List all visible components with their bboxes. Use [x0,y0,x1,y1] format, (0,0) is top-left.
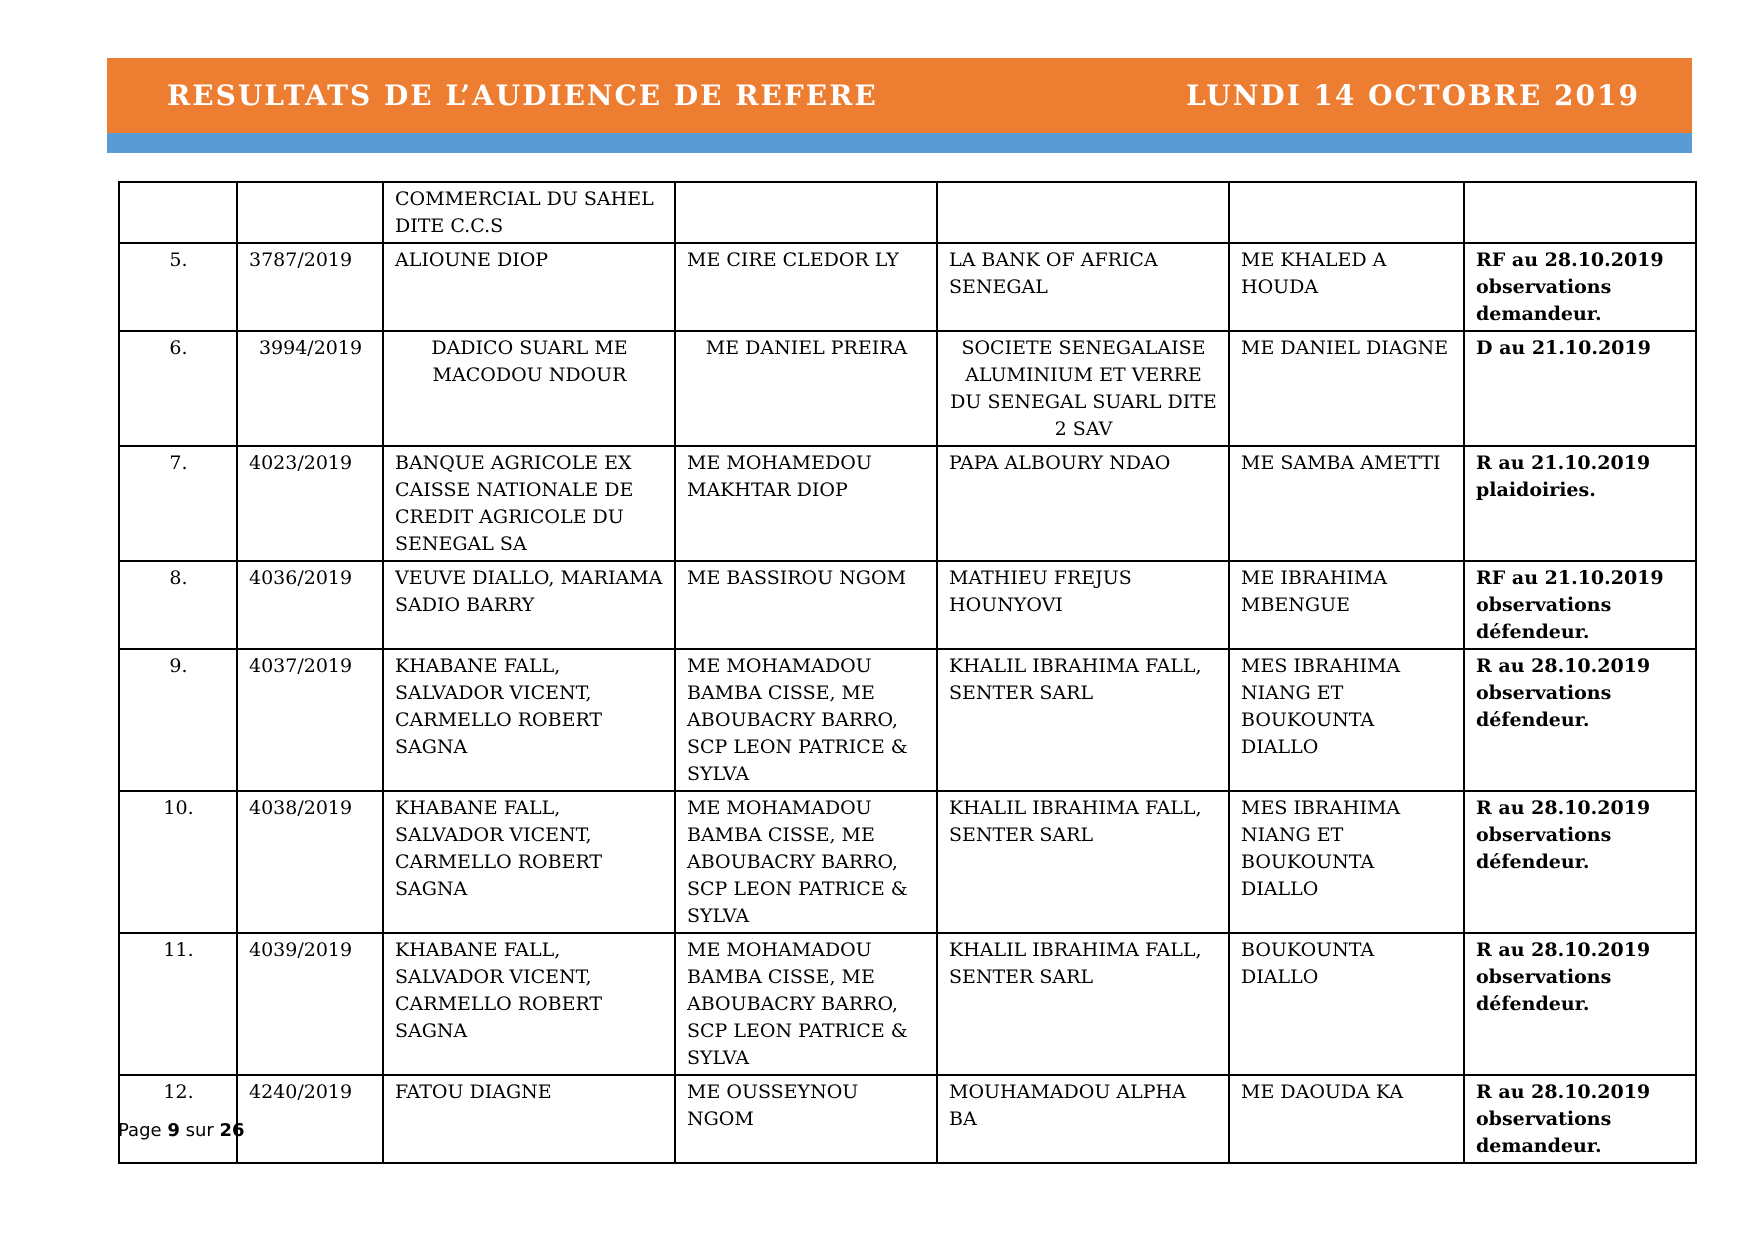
defendant-lawyer: ME SAMBA AMETTI [1229,446,1464,561]
plaintiff-lawyer: ME MOHAMEDOU MAKHTAR DIOP [675,446,937,561]
table-row [119,243,1696,331]
defendant-lawyer: ME DAOUDA KA [1229,1075,1464,1163]
plaintiff: BANQUE AGRICOLE EX CAISSE NATIONALE DE CREDIT AGRICOLE DU SENEGAL SA [383,446,675,561]
table-row [119,933,1696,1075]
case-reference: 4037/2019 [237,649,383,791]
hearing-result: R au 28.10.2019 observations défendeur. [1464,649,1696,791]
page-separator: sur [185,1120,214,1141]
case-reference: 3994/2019 [237,331,383,446]
case-reference: 4240/2019 [237,1075,383,1163]
row-number: 8. [119,561,237,649]
table-row [119,1075,1696,1163]
defendant: PAPA ALBOURY NDAO [937,446,1229,561]
defendant-lawyer: MES IBRAHIMA NIANG ET BOUKOUNTA DIALLO [1229,649,1464,791]
defendant: KHALIL IBRAHIMA FALL, SENTER SARL [937,933,1229,1075]
plaintiff: KHABANE FALL, SALVADOR VICENT, CARMELLO ROBERT SAGNA [383,791,675,933]
table-row [119,791,1696,933]
defendant-lawyer: ME IBRAHIMA MBENGUE [1229,561,1464,649]
case-reference [237,182,383,243]
hearing-date: LUNDI 14 OCTOBRE 2019 [1186,79,1640,112]
plaintiff-lawyer: ME MOHAMADOU BAMBA CISSE, ME ABOUBACRY BARRO, SCP LEON PATRICE & SYLVA [675,791,937,933]
defendant-lawyer: MES IBRAHIMA NIANG ET BOUKOUNTA DIALLO [1229,791,1464,933]
hearing-result: R au 28.10.2019 observations défendeur. [1464,933,1696,1075]
page-label: Page [118,1120,162,1141]
plaintiff-lawyer [675,182,937,243]
defendant: KHALIL IBRAHIMA FALL, SENTER SARL [937,649,1229,791]
hearing-result: R au 28.10.2019 observations demandeur. [1464,1075,1696,1163]
table-row [119,649,1696,791]
hearing-result: R au 21.10.2019 plaidoiries. [1464,446,1696,561]
row-number: 6. [119,331,237,446]
hearing-result: R au 28.10.2019 observations défendeur. [1464,791,1696,933]
defendant: LA BANK OF AFRICA SENEGAL [937,243,1229,331]
defendant-lawyer: ME DANIEL DIAGNE [1229,331,1464,446]
row-number: 7. [119,446,237,561]
row-number [119,182,237,243]
plaintiff: VEUVE DIALLO, MARIAMA SADIO BARRY [383,561,675,649]
page-current: 9 [167,1120,180,1141]
case-reference: 3787/2019 [237,243,383,331]
case-reference: 4036/2019 [237,561,383,649]
header-accent-strip [107,133,1692,153]
defendant: MATHIEU FREJUS HOUNYOVI [937,561,1229,649]
plaintiff: KHABANE FALL, SALVADOR VICENT, CARMELLO ROBERT SAGNA [383,649,675,791]
plaintiff-lawyer: ME DANIEL PREIRA [675,331,937,446]
defendant: MOUHAMADOU ALPHA BA [937,1075,1229,1163]
document-title: RESULTATS DE L’AUDIENCE DE REFERE [167,79,878,112]
row-number: 11. [119,933,237,1075]
table-row [119,561,1696,649]
table-row [119,446,1696,561]
plaintiff-lawyer: ME BASSIROU NGOM [675,561,937,649]
page-footer [118,1120,245,1141]
plaintiff: FATOU DIAGNE [383,1075,675,1163]
plaintiff-lawyer: ME OUSSEYNOU NGOM [675,1075,937,1163]
hearing-result: RF au 21.10.2019 observations défendeur. [1464,561,1696,649]
page-total: 26 [219,1120,245,1141]
defendant-lawyer: ME KHALED A HOUDA [1229,243,1464,331]
plaintiff-lawyer: ME CIRE CLEDOR LY [675,243,937,331]
plaintiff: KHABANE FALL, SALVADOR VICENT, CARMELLO ROBERT SAGNA [383,933,675,1075]
plaintiff: DADICO SUARL ME MACODOU NDOUR [383,331,675,446]
defendant: SOCIETE SENEGALAISE ALUMINIUM ET VERRE DU SENEGAL SUARL DITE 2 SAV [937,331,1229,446]
row-number: 12. [119,1075,237,1163]
plaintiff-lawyer: ME MOHAMADOU BAMBA CISSE, ME ABOUBACRY BARRO, SCP LEON PATRICE & SYLVA [675,933,937,1075]
header-banner [107,58,1692,133]
row-number: 5. [119,243,237,331]
results-table [118,181,1697,1164]
hearing-result: RF au 28.10.2019 observations demandeur. [1464,243,1696,331]
defendant: KHALIL IBRAHIMA FALL, SENTER SARL [937,791,1229,933]
plaintiff: COMMERCIAL DU SAHEL DITE C.C.S [383,182,675,243]
hearing-result [1464,182,1696,243]
table-row [119,182,1696,243]
row-number: 10. [119,791,237,933]
case-reference: 4038/2019 [237,791,383,933]
plaintiff: ALIOUNE DIOP [383,243,675,331]
defendant [937,182,1229,243]
table-row [119,331,1696,446]
defendant-lawyer [1229,182,1464,243]
case-reference: 4039/2019 [237,933,383,1075]
hearing-result: D au 21.10.2019 [1464,331,1696,446]
row-number: 9. [119,649,237,791]
plaintiff-lawyer: ME MOHAMADOU BAMBA CISSE, ME ABOUBACRY BARRO, SCP LEON PATRICE & SYLVA [675,649,937,791]
case-reference: 4023/2019 [237,446,383,561]
defendant-lawyer: BOUKOUNTA DIALLO [1229,933,1464,1075]
